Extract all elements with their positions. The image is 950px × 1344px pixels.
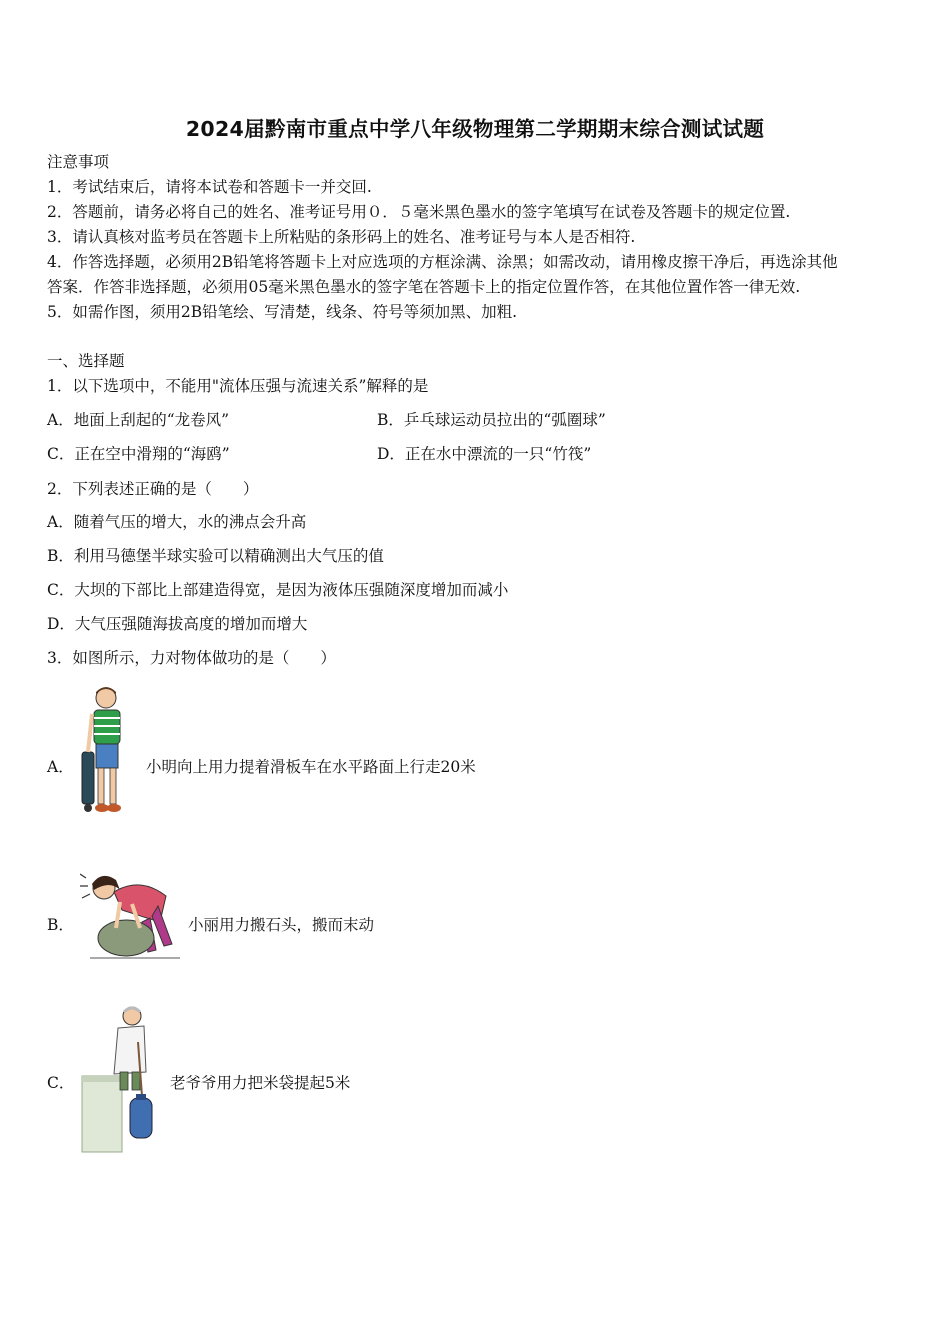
question-2-option-b: B．利用马德堡半球实验可以精确测出大气压的值 xyxy=(47,547,384,565)
note-item-continuation: 答案．作答非选择题，必须用05毫米黑色墨水的签字笔在答题卡上的指定位置作答，在其他位置作答一律无效. xyxy=(47,278,801,296)
question-3-stem: 3．如图所示，力对物体做功的是（ ） xyxy=(47,649,336,667)
girl-lifting-stone-illustration xyxy=(80,866,184,964)
question-2-option-c: C．大坝的下部比上部建造得宽，是因为液体压强随深度增加而减小 xyxy=(47,581,509,599)
note-item: 1．考试结束后，请将本试卷和答题卡一并交回. xyxy=(47,178,372,196)
question-3-option-c-text: 老爷爷用力把米袋提起5米 xyxy=(170,1074,351,1092)
question-1-stem: 1．以下选项中，不能用"流体压强与流速关系”解释的是 xyxy=(47,377,429,395)
question-2-stem: 2．下列表述正确的是（ ） xyxy=(47,480,259,498)
question-2-option-d: D．大气压强随海拔高度的增加而增大 xyxy=(47,615,308,633)
note-item: 3．请认真核对监考员在答题卡上所粘贴的条形码上的姓名、准考证号与本人是否相符. xyxy=(47,228,636,246)
page-title: 2024届黔南市重点中学八年级物理第二学期期末综合测试试题 xyxy=(185,117,765,141)
question-3-option-c-letter: C． xyxy=(47,1074,75,1092)
boy-carrying-scooter-illustration xyxy=(78,684,140,822)
question-1-option-c: C．正在空中滑翔的“海鸥” xyxy=(47,445,230,463)
question-3-option-b-text: 小丽用力搬石头，搬而末动 xyxy=(188,916,375,934)
question-3-option-a-letter: A． xyxy=(47,758,74,776)
question-3-option-b-letter: B． xyxy=(47,916,74,934)
note-item: 5．如需作图，须用2B铅笔绘、写清楚，线条、符号等须加黑、加粗. xyxy=(47,303,518,321)
question-1-option-a: A．地面上刮起的“龙卷风” xyxy=(47,411,230,429)
question-3-option-a-text: 小明向上用力提着滑板车在水平路面上行走20米 xyxy=(146,758,476,776)
note-item: 4．作答选择题，必须用2B铅笔将答题卡上对应选项的方框涂满、涂黑；如需改动，请用橡皮擦干净后，再选涂其他 xyxy=(47,253,838,271)
notes-heading: 注意事项 xyxy=(47,153,110,171)
section-heading: 一、选择题 xyxy=(47,352,125,370)
question-1-option-d: D．正在水中漂流的一只“竹筏” xyxy=(377,445,592,463)
note-item: 2．答题前，请务必将自己的姓名、准考证号用０．５毫米黑色墨水的签字笔填写在试卷及答题卡的规定位置. xyxy=(47,203,791,221)
question-1-option-b: B．乒乓球运动员拉出的“弧圈球” xyxy=(377,411,606,429)
question-2-option-a: A．随着气压的增大，水的沸点会升高 xyxy=(47,513,307,531)
grandpa-lifting-rice-bag-illustration xyxy=(80,1002,166,1154)
